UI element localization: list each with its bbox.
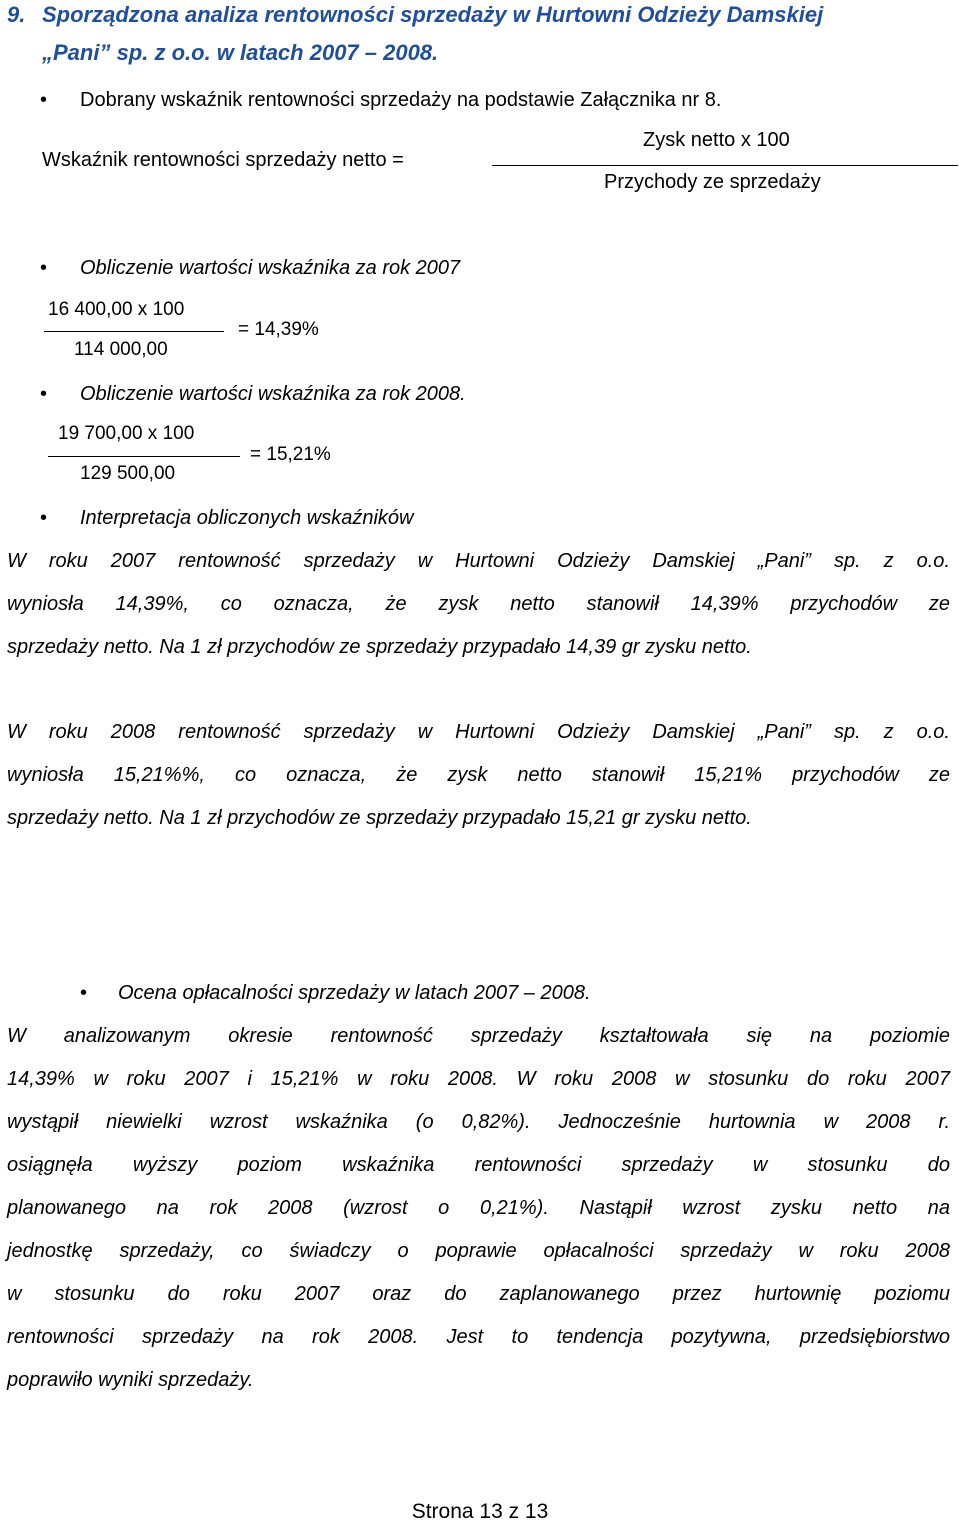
calc-2007-denominator: 114 000,00 xyxy=(74,339,168,360)
calc-2007-result: = 14,39% xyxy=(238,319,319,340)
assessment-line-3: wystąpił niewielki wzrost wskaźnika (o 0,82%). Jednocześnie hurtownia w 2008 r. xyxy=(7,1111,950,1133)
interpretation-2007-line3: sprzedaży netto. Na 1 zł przychodów ze sprzedaży przypadało 14,39 gr zysku netto. xyxy=(7,636,752,658)
bullet-assessment: Ocena opłacalności sprzedaży w latach 2007 – 2008. xyxy=(118,982,591,1004)
section-title-line2: „Pani” sp. z o.o. w latach 2007 – 2008. xyxy=(42,40,439,65)
section-number: 9. xyxy=(7,2,26,27)
formula-numerator: Zysk netto x 100 xyxy=(643,129,790,151)
calc-2007-fraction-line xyxy=(44,331,224,332)
calc-2008-denominator: 129 500,00 xyxy=(80,463,176,484)
assessment-line-9: poprawiło wyniki sprzedaży. xyxy=(7,1369,254,1391)
calc-2007-numerator: 16 400,00 x 100 xyxy=(48,299,185,320)
interpretation-2008-line3: sprzedaży netto. Na 1 zł przychodów ze sprzedaży przypadało 15,21 gr zysku netto. xyxy=(7,807,752,829)
assessment-line-8: rentowności sprzedaży na rok 2008. Jest to tendencja pozytywna, przedsiębiorstwo xyxy=(7,1326,950,1348)
calc-2008-fraction-line xyxy=(48,456,240,457)
assessment-line-2: 14,39% w roku 2007 i 15,21% w roku 2008. W roku 2008 w stosunku do roku 2007 xyxy=(7,1068,950,1090)
bullet-selected-indicator: Dobrany wskaźnik rentowności sprzedaży na podstawie Załącznika nr 8. xyxy=(80,89,722,111)
bullet-icon: • xyxy=(40,507,48,529)
bullet-icon: • xyxy=(80,982,88,1004)
calc-2008-result: = 15,21% xyxy=(250,444,331,465)
bullet-icon: • xyxy=(40,89,48,111)
formula-label: Wskaźnik rentowności sprzedaży netto = xyxy=(42,149,404,171)
bullet-icon: • xyxy=(40,257,48,279)
interpretation-2008-line1: W roku 2008 rentowność sprzedaży w Hurtowni Odzieży Damskiej „Pani” sp. z o.o. xyxy=(7,721,950,743)
page-number: Strona 13 z 13 xyxy=(411,1500,549,1523)
calc-2008-numerator: 19 700,00 x 100 xyxy=(58,423,195,444)
interpretation-2008-line2: wyniosła 15,21%%, co oznacza, że zysk netto stanowił 15,21% przychodów ze xyxy=(7,764,950,786)
formula-denominator: Przychody ze sprzedaży xyxy=(604,171,821,193)
assessment-line-5: planowanego na rok 2008 (wzrost o 0,21%). Nastąpił wzrost zysku netto na xyxy=(7,1197,950,1219)
interpretation-2007-line1: W roku 2007 rentowność sprzedaży w Hurtowni Odzieży Damskiej „Pani” sp. z o.o. xyxy=(7,550,950,572)
bullet-calc-2007: Obliczenie wartości wskaźnika za rok 2007 xyxy=(80,257,461,279)
bullet-interpretation: Interpretacja obliczonych wskaźników xyxy=(80,507,414,529)
formula-fraction-line xyxy=(492,165,958,166)
assessment-line-7: w stosunku do roku 2007 oraz do zaplanowanego przez hurtownię poziomu xyxy=(7,1283,950,1305)
bullet-icon: • xyxy=(40,383,48,405)
section-title-line1: Sporządzona analiza rentowności sprzedaży w Hurtowni Odzieży Damskiej xyxy=(42,2,824,27)
assessment-line-1: W analizowanym okresie rentowność sprzedaży kształtowała się na poziomie xyxy=(7,1025,950,1047)
bullet-calc-2008: Obliczenie wartości wskaźnika za rok 2008. xyxy=(80,383,466,405)
assessment-line-6: jednostkę sprzedaży, co świadczy o poprawie opłacalności sprzedaży w roku 2008 xyxy=(7,1240,950,1262)
interpretation-2007-line2: wyniosła 14,39%, co oznacza, że zysk netto stanowił 14,39% przychodów ze xyxy=(7,593,950,615)
assessment-line-4: osiągnęła wyższy poziom wskaźnika rentowności sprzedaży w stosunku do xyxy=(7,1154,950,1176)
